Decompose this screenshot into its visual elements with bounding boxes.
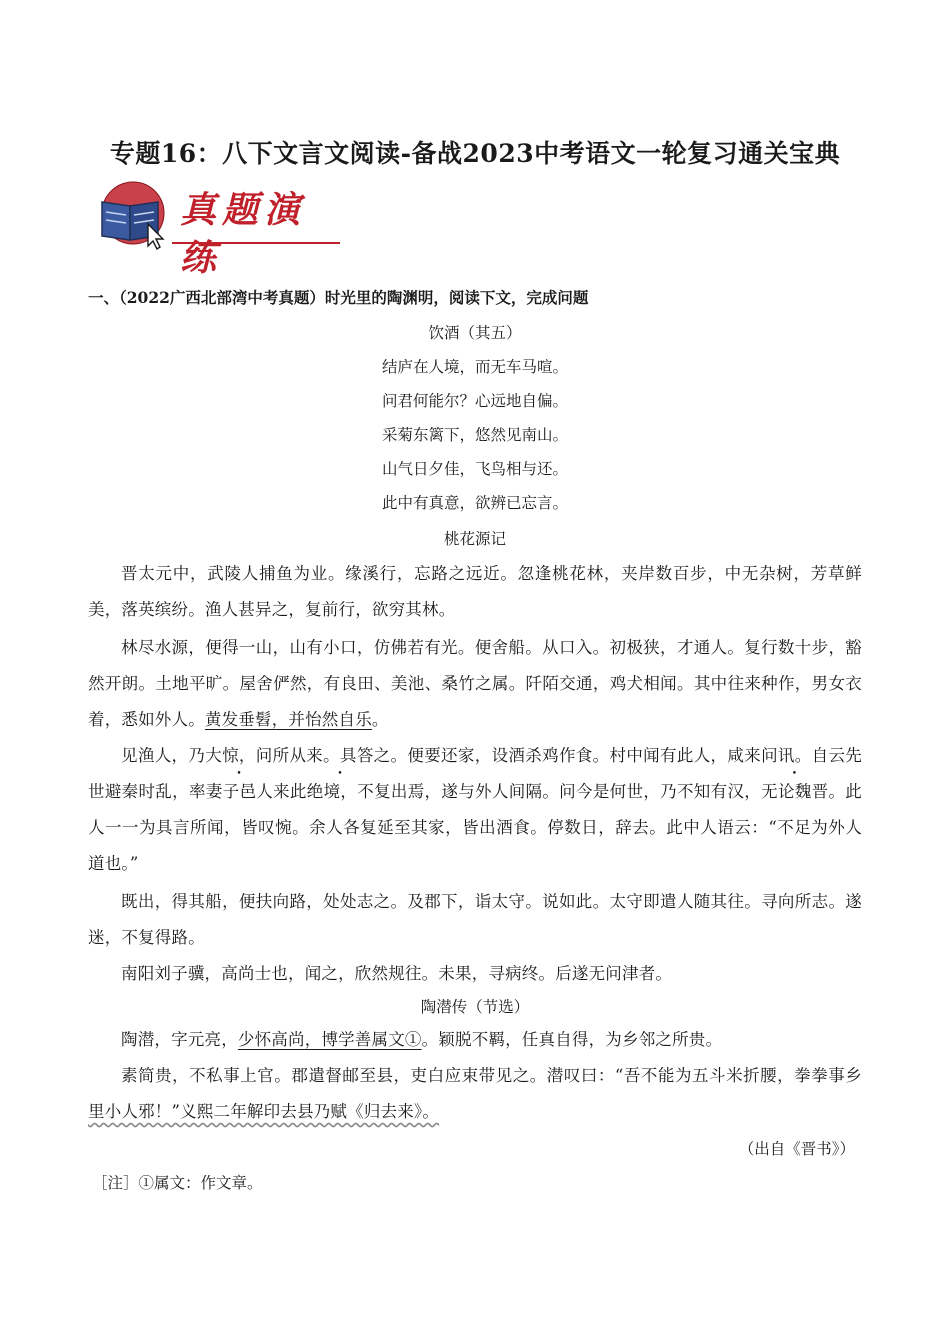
paragraph: 见渔人，乃大惊，问所从来。具答之。便要还家，设酒杀鸡作食。村中闻有此人，咸来问讯。自云先世避秦时乱，率妻子邑人来此绝境，不复出焉，遂与外人间隔。问今是何世，乃不知有汉，无论魏晋。此人一一为具言所闻，皆叹惋。余人各复延至其家，皆出酒食。停数日，辞去。此中人语云：“不足为外人道也。” (88, 746, 862, 873)
paragraph: 晋太元中，武陵人捕鱼为业。缘溪行，忘路之远近。忽逢桃花林，夹岸数百步，中无杂树，芳草鲜美，落英缤纷。渔人甚异之，复前行，欲穷其林。 (88, 564, 862, 619)
paragraph: 素简贵，不私事上官。郡遣督邮至县，吏白应束带见之。潜叹曰：“吾不能为五斗米折腰，拳拳事乡里小人邪！”义熙二年解印去县乃赋《归去来》。 (88, 1066, 862, 1121)
paragraph: 林尽水源，便得一山，山有小口，仿佛若有光。便舍船。从口入。初极狭，才通人。复行数十步，豁然开朗。土地平旷。屋舍俨然，有良田、美池、桑竹之属。阡陌交通，鸡犬相闻。其中往来种作，男女衣着，悉如外人。黄发垂髫，并怡然自乐。 (88, 638, 862, 729)
paragraph: 南阳刘子骥，高尚士也，闻之，欣然规往。未果，寻病终。后遂无问津者。 (121, 964, 673, 983)
wavy-underlined-sentence: 里小人邪！”义熙二年解印去县乃赋《归去来》。 (88, 1102, 440, 1121)
section-banner (88, 180, 344, 279)
poem-line: 结庐在人境，而无车马喧。 (381, 358, 568, 376)
poem-line: 采菊东篱下，悠然见南山。 (381, 426, 568, 444)
section-heading: 一、（2022广西北部湾中考真题）时光里的陶渊明，阅读下文，完成问题 (88, 288, 589, 307)
page-title: 专题16：八下文言文阅读-备战2023中考语文一轮复习通关宝典 (109, 139, 841, 168)
footnote: ［注］①属文：作文章。 (92, 1174, 263, 1192)
banner-text: 真题演练 (180, 189, 307, 279)
article-title: 桃花源记 (443, 530, 506, 548)
dotted-word: 无论 (761, 782, 795, 801)
poem-line: 此中有真意，欲辨已忘言。 (381, 494, 568, 512)
article-title: 陶潜传（节选） (420, 998, 530, 1016)
paragraph: 陶潜，字元亮，少怀高尚，博学善属文①。颖脱不羁，任真自得，为乡邻之所贵。 (121, 1030, 723, 1049)
underlined-sentence: 黄发垂髫，并怡然自乐 (204, 710, 372, 729)
poem-line: 山气日夕佳，飞鸟相与还。 (381, 460, 568, 478)
poem-title: 饮酒（其五） (428, 324, 522, 342)
dotted-word: 绝境 (306, 782, 341, 801)
dotted-word: 妻子 (205, 782, 240, 801)
poem-line: 问君何能尔？心远地自偏。 (381, 392, 568, 410)
paragraph: 既出，得其船，便扶向路，处处志之。及郡下，诣太守。说如此。太守即遣人随其往。寻向所志。遂迷，不复得路。 (88, 892, 862, 947)
source-citation: （出自《晋书》） (738, 1140, 855, 1158)
underlined-sentence: 少怀高尚，博学善属文① (237, 1030, 422, 1049)
